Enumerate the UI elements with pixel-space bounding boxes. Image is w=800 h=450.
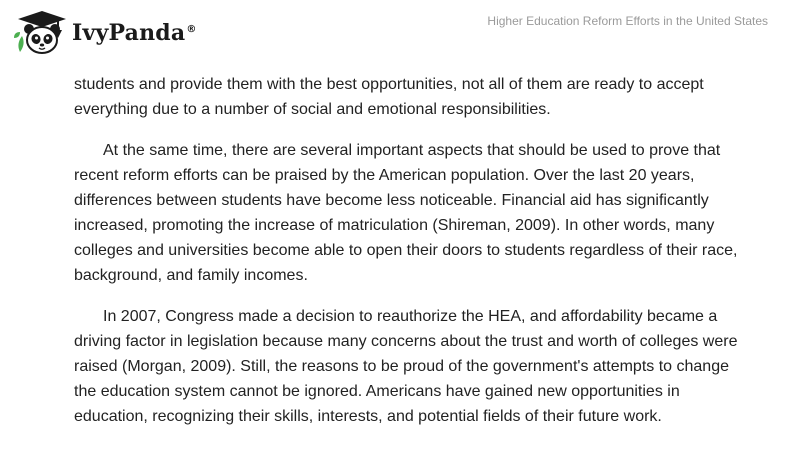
page-header	[0, 0, 800, 60]
article-body	[74, 72, 754, 445]
document-title: Higher Education Reform Efforts in the United States	[487, 14, 768, 28]
ivypanda-logo[interactable]	[12, 8, 197, 56]
paragraph: students and provide them with the best opportunities, not all of them are ready to accept everything due to a number of social and emotional responsibilities.	[74, 76, 704, 118]
brand-name: IvyPanda®	[72, 20, 197, 46]
paragraph: At the same time, there are several important aspects that should be used to prove that recent reform efforts can be praised by the American population. Over the last 20 years, differences between students have become less noticeable. Financial aid has significantly increased, promoting the increase of matriculation (Shireman, 2009). In other words, many colleges and universities become able to open their doors to students regardless of their race, background, and family incomes.	[74, 142, 738, 284]
panda-graduation-cap-logo-icon	[12, 8, 68, 56]
paragraph: In 2007, Congress made a decision to reauthorize the HEA, and affordability became a driving factor in legislation because many concerns about the trust and worth of colleges were raised (Morgan, 2009). Still, the reasons to be proud of the government's attempts to change the education system cannot be ignored. Americans have gained new opportunities in education, recognizing their skills, interests, and potential fields of their future work.	[74, 308, 738, 425]
registered-mark: ®	[186, 23, 197, 35]
